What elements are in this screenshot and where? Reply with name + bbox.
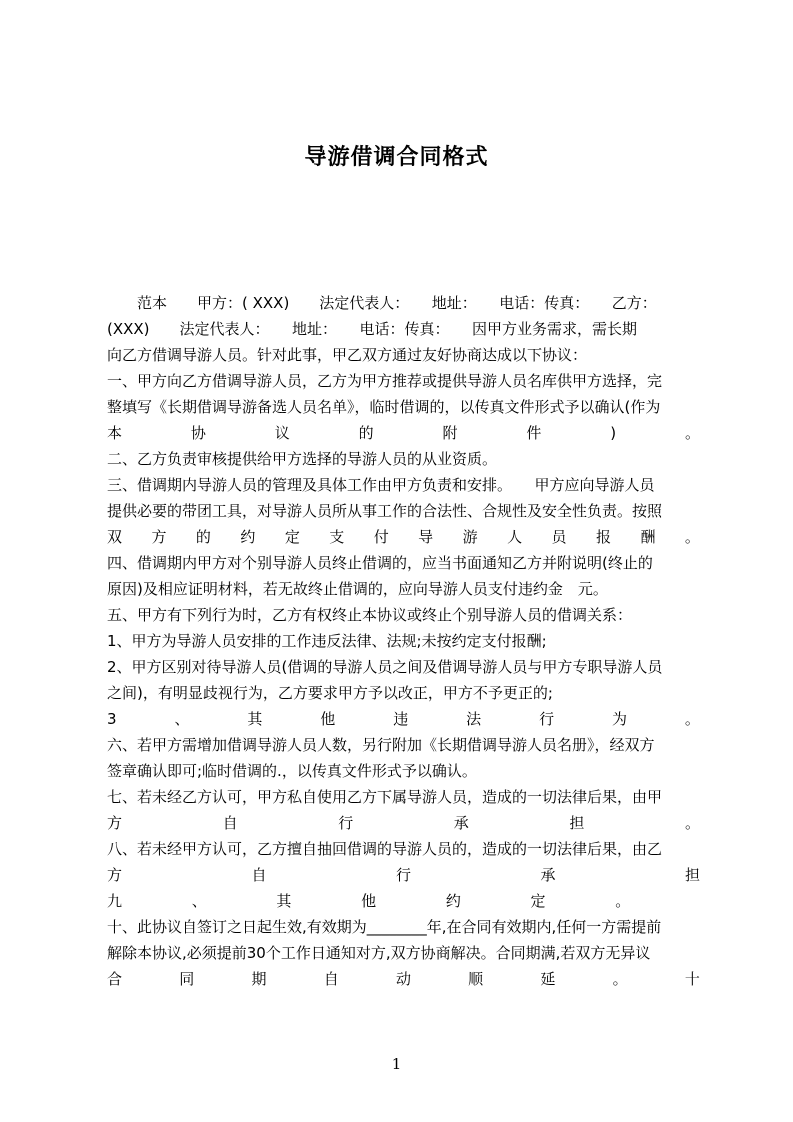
text-word: 为 — [611, 710, 627, 728]
text-word: 行 — [539, 710, 555, 728]
text-line: 之间)，有明显歧视行为，乙方要求甲方予以改正，甲方不予更正的; — [107, 684, 553, 702]
text-line: 三、借调期内导游人员的管理及具体工作由甲方负责和安排。 甲方应向导游人员 — [107, 476, 655, 494]
text-word: 的 — [195, 528, 211, 546]
text-line: 四、借调期内甲方对个别导游人员终止借调的，应当书面通知乙方并附说明(终止的 — [107, 554, 653, 572]
text-line: (XXX) 法定代表人： 地址： 电话：传真： 因甲方业务需求，需长期 — [107, 320, 638, 338]
text-word: 十 — [684, 970, 700, 988]
text-word: 。 — [684, 528, 700, 546]
text-line — [107, 706, 700, 732]
text-line — [107, 966, 700, 992]
text-word: 担 — [569, 814, 585, 832]
page-number: 1 — [391, 1055, 402, 1073]
text-word: 员 — [551, 528, 567, 546]
text-word: 动 — [395, 970, 411, 988]
text-word: 其 — [276, 892, 292, 910]
text-line — [107, 862, 700, 888]
text-word: 承 — [540, 866, 556, 884]
text-line: 十、此协议自签订之日起生效,有效期为________年,在合同有效期内,任何一方需提前 — [107, 918, 662, 936]
text-word: 。 — [615, 892, 631, 910]
text-word: 。 — [684, 814, 700, 832]
text-word: 自 — [251, 866, 267, 884]
text-line: 六、若甲方需增加借调导游人员人数，另行附加《长期借调导游人员名册》，经双方 — [107, 736, 655, 754]
text-word: 人 — [507, 528, 523, 546]
text-word: 协 — [190, 424, 206, 442]
text-word: 违 — [393, 710, 409, 728]
text-line — [107, 888, 700, 914]
text-word: 他 — [320, 710, 336, 728]
text-line — [107, 420, 700, 446]
text-word: 支 — [329, 528, 345, 546]
text-line — [107, 810, 700, 836]
text-word: 期 — [251, 970, 267, 988]
text-line: 向乙方借调导游人员。针对此事，甲乙双方通过友好协商达成以下协议： — [107, 346, 588, 364]
text-word: 法 — [466, 710, 482, 728]
text-line: 八、若未经甲方认可，乙方擅自抽回借调的导游人员的，造成的一切法律后果，由乙 — [107, 840, 663, 858]
text-word: 报 — [595, 528, 611, 546]
text-word: 导 — [418, 528, 434, 546]
text-word: 承 — [453, 814, 469, 832]
document-title: 导游借调合同格式 — [304, 145, 489, 170]
text-line — [107, 524, 700, 550]
text-word: 本 — [107, 424, 123, 442]
text-word: 方 — [107, 866, 123, 884]
text-word: 酬 — [640, 528, 656, 546]
text-word: 附 — [442, 424, 458, 442]
text-line: 解除本协议,必须提前30个工作日通知对方,双方协商解决。合同期满,若双方无异议 — [107, 944, 651, 962]
text-line: 整填写《长期借调导游备选人员名单》，临时借调的，以传真文件形式予以确认(作为 — [107, 398, 661, 416]
text-word: 自 — [323, 970, 339, 988]
text-word: 约 — [445, 892, 461, 910]
text-word: 自 — [222, 814, 238, 832]
text-line: 范本 甲方：( XXX) 法定代表人： 地址： 电话：传真： 乙方： — [107, 294, 657, 312]
text-word: 延 — [540, 970, 556, 988]
text-word: 合 — [107, 970, 123, 988]
text-word: 。 — [684, 424, 700, 442]
text-word: 担 — [684, 866, 700, 884]
text-word: 顺 — [468, 970, 484, 988]
text-word: 方 — [107, 814, 123, 832]
text-line: 签章确认即可;临时借调的.，以传真文件形式予以确认。 — [107, 762, 477, 780]
text-word: 议 — [274, 424, 290, 442]
document-body — [107, 290, 700, 992]
text-word: 。 — [612, 970, 628, 988]
text-line: 五、甲方有下列行为时，乙方有权终止本协议或终止个别导游人员的借调关系： — [107, 606, 633, 624]
text-line: 提供必要的带团工具，对导游人员所从事工作的合法性、合规性及安全性负责。按照 — [107, 502, 663, 520]
text-word: 的 — [358, 424, 374, 442]
text-line: 二、乙方负责审核提供给甲方选择的导游人员的从业资质。 — [107, 450, 498, 468]
text-word: 方 — [151, 528, 167, 546]
text-line: 1、甲方为导游人员安排的工作违反法律、法规;未按约定支付报酬; — [107, 632, 547, 650]
text-word: ) — [610, 424, 617, 442]
text-line: 一、甲方向乙方借调导游人员，乙方为甲方推荐或提供导游人员名库供甲方选择，完 — [107, 372, 663, 390]
text-word: 其 — [247, 710, 263, 728]
text-line: 2、甲方区别对待导游人员(借调的导游人员之间及借调导游人员与甲方专职导游人员 — [107, 658, 663, 676]
text-word: 定 — [284, 528, 300, 546]
text-word: 双 — [107, 528, 123, 546]
text-line: 七、若未经乙方认可，甲方私自使用乙方下属导游人员，造成的一切法律后果，由甲 — [107, 788, 663, 806]
text-word: 游 — [462, 528, 478, 546]
text-word: 行 — [395, 866, 411, 884]
text-word: 。 — [684, 710, 700, 728]
text-word: 约 — [240, 528, 256, 546]
text-word: 、 — [174, 710, 190, 728]
text-word: 件 — [526, 424, 542, 442]
text-word: 九 — [107, 892, 123, 910]
text-word: 付 — [373, 528, 389, 546]
text-word: 、 — [191, 892, 207, 910]
text-word: 行 — [338, 814, 354, 832]
text-word: 定 — [530, 892, 546, 910]
text-line: 原因)及相应证明材料，若无故终止借调的，应向导游人员支付违约金 元。 — [107, 580, 608, 598]
text-word: 3 — [107, 710, 117, 728]
text-word: 他 — [361, 892, 377, 910]
text-word: 同 — [179, 970, 195, 988]
